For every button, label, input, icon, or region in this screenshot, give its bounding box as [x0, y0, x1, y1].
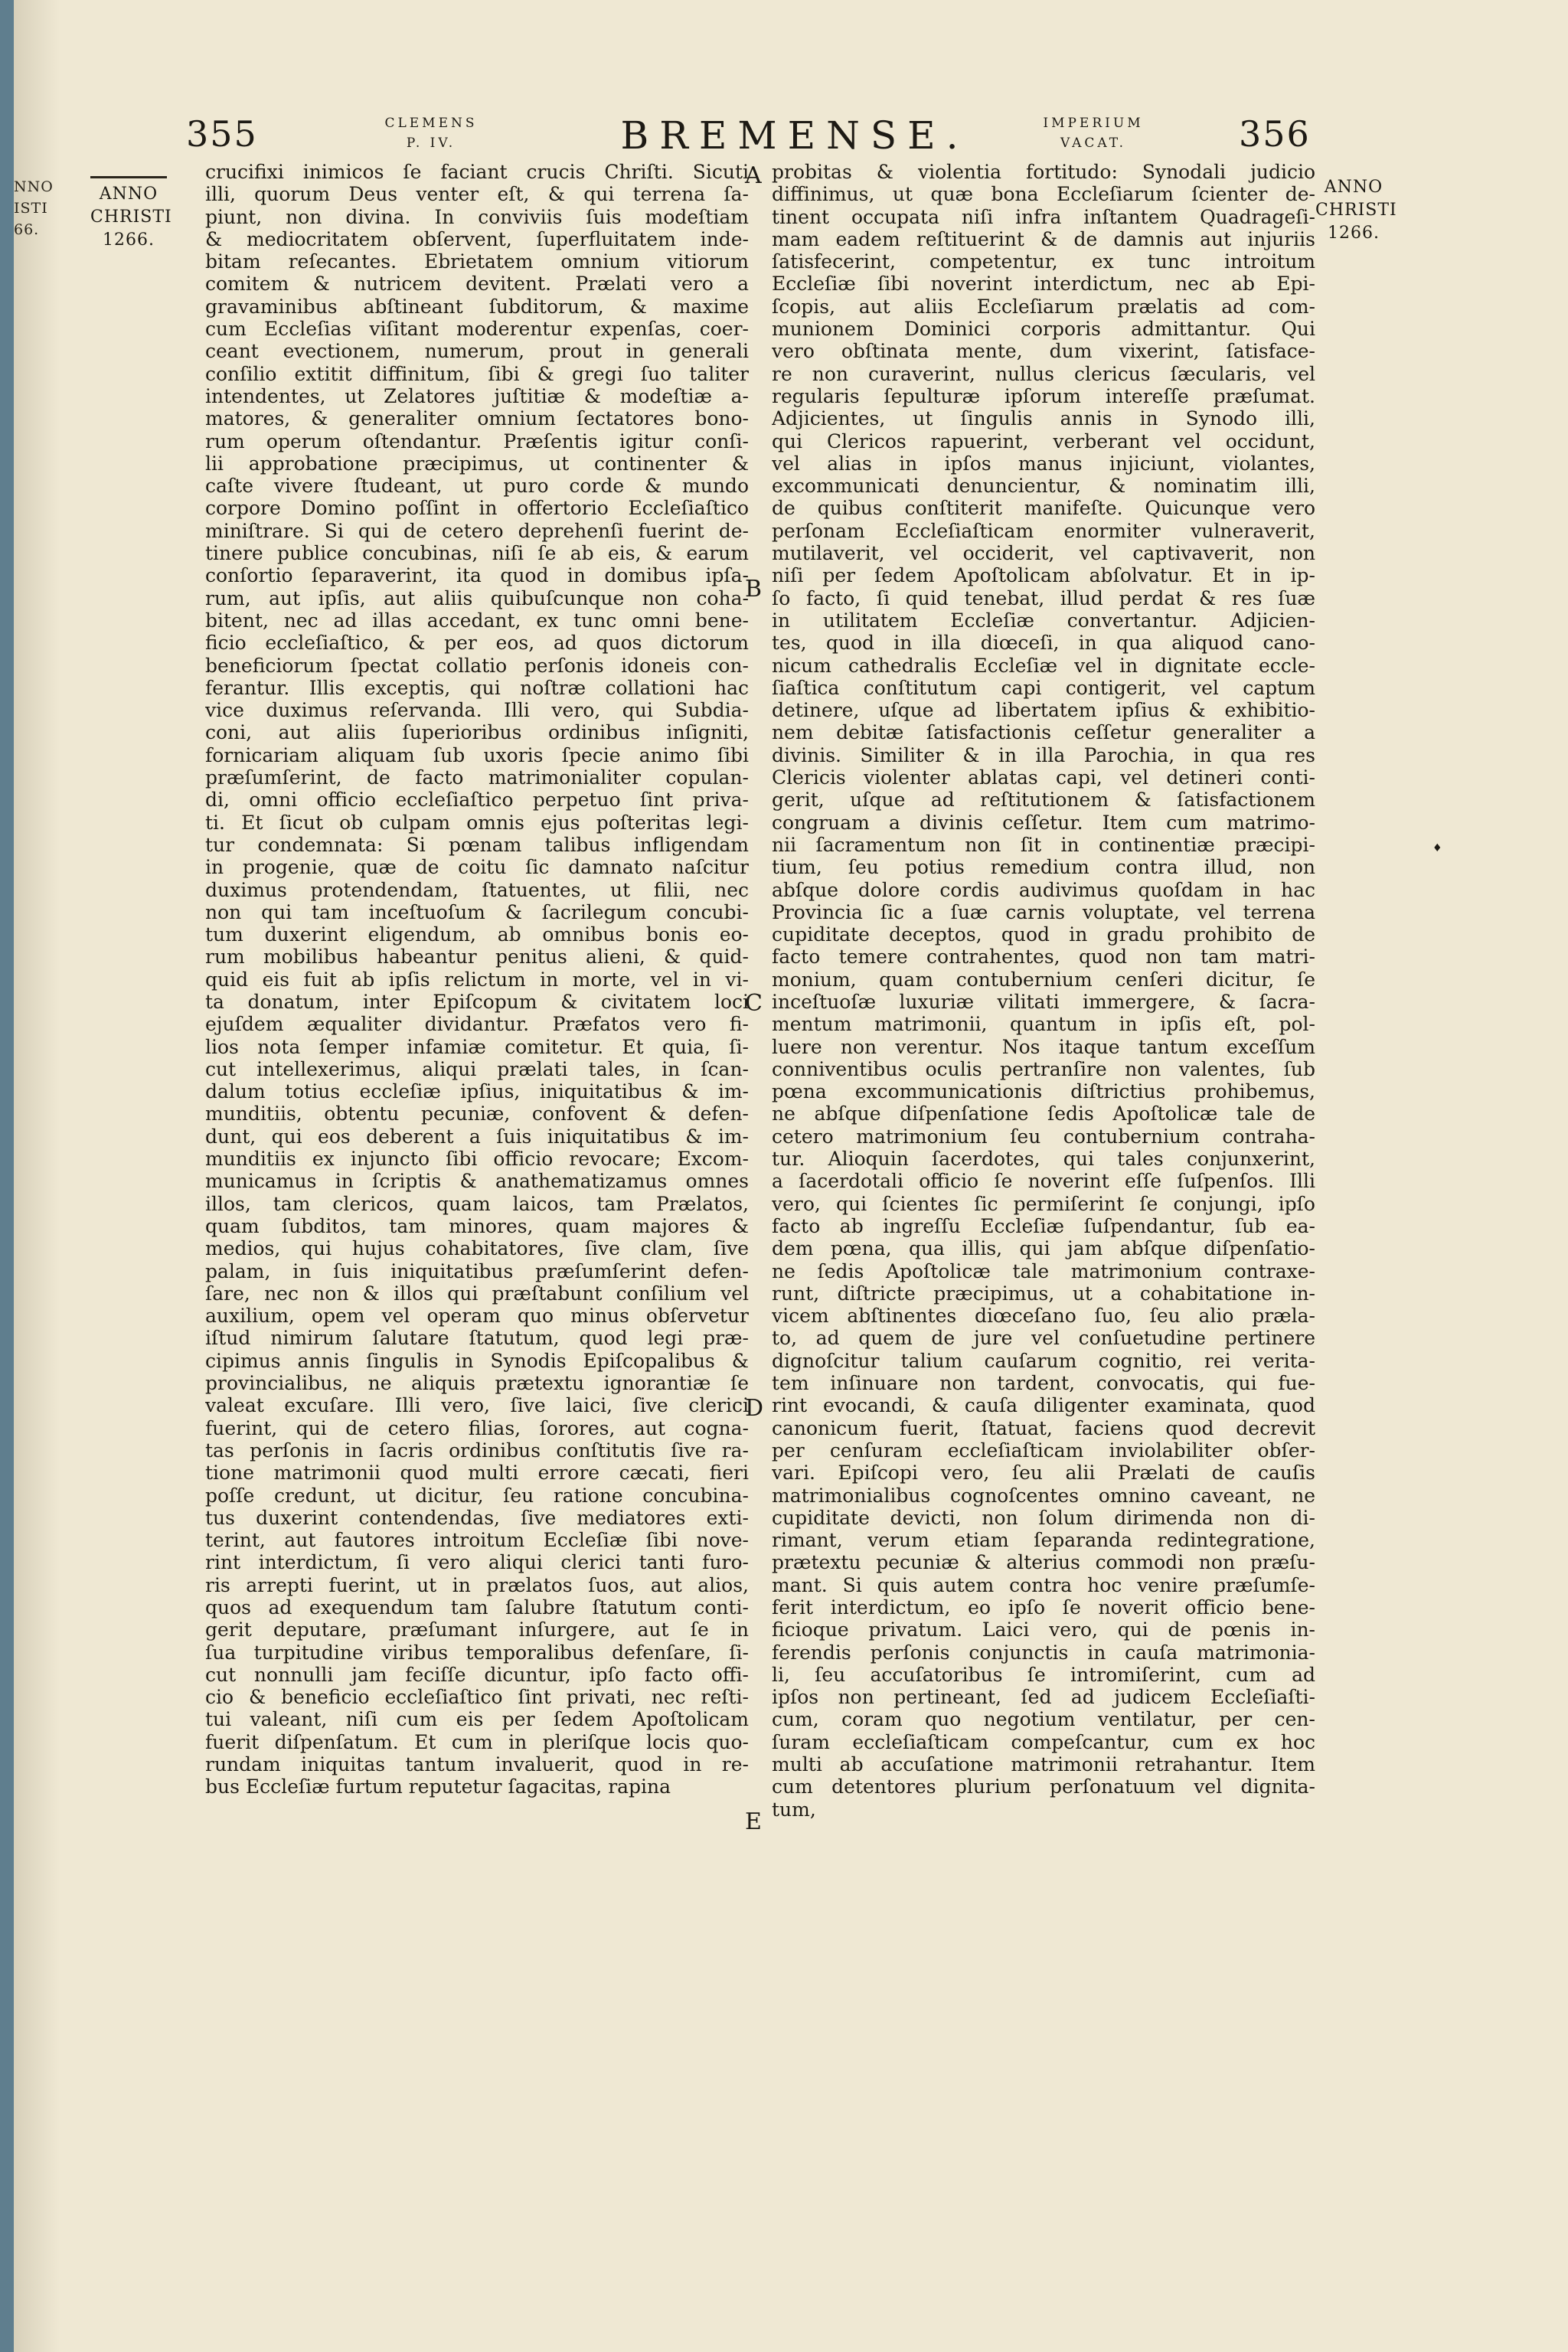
text-line: rum operum oſtendantur. Præſentis igitur conſi- [205, 430, 749, 452]
text-line: mutilaverit, vel occiderit, vel captivaverit, non [772, 542, 1315, 565]
text-line: facto ab ingreſſu Eccleſiæ ſuſpendantur, ſub ea- [772, 1214, 1315, 1237]
text-line: palam, in ſuis iniquitatibus præſumſerint defen- [205, 1259, 749, 1282]
text-line: non qui tam inceſtuoſum & ſacrilegum concubi- [205, 900, 749, 923]
text-line: lii approbatione præcipimus, ut continenter & [205, 452, 749, 475]
text-line: tium, ſeu potius remedium contra illud, non [772, 856, 1315, 879]
text-line: monium, quam contubernium cenſeri dicitur, ſe [772, 968, 1315, 991]
text-line: dem pœna, qua illis, qui jam abſque diſpenſatio- [772, 1237, 1315, 1260]
text-line: facto temere contrahentes, quod non tam matri- [772, 946, 1315, 969]
text-line: ferantur. Illis exceptis, qui noſtræ collationi hac [205, 676, 749, 699]
text-line: cut intellexerimus, aliqui prælati tales, in ſcan- [205, 1057, 749, 1080]
text-line: dalum totius eccleſiæ ipſius, iniquitatibus & im- [205, 1080, 749, 1103]
text-line: ſcopis, aut aliis Eccleſiarum prælatis ad com- [772, 295, 1315, 318]
right-text-column [772, 161, 1315, 1821]
text-line: matores, & generaliter omnium ſectatores bono- [205, 407, 749, 430]
text-line: illos, tam clericos, quam laicos, tam Prælatos, [205, 1192, 749, 1215]
text-line: cipimus annis ſingulis in Synodis Epiſcopalibus & [205, 1349, 749, 1372]
text-line: tum, [772, 1798, 816, 1821]
text-line: tem inſinuare non tardent, convocatis, qui fue- [772, 1372, 1315, 1395]
text-line: ſo facto, ſi quid tenebat, illud perdat & res ſuæ [772, 586, 1315, 609]
text-line: detinere, uſque ad libertatem ipſius & exhibitio- [772, 699, 1315, 722]
text-line: tum duxerint eligendum, ab omnibus bonis eo- [205, 923, 749, 946]
text-line: intendentes, ut Zelatores juſtitiæ & modeſtiæ a- [205, 384, 749, 407]
text-line: auxilium, opem vel operam quo minus obſervetur [205, 1305, 749, 1328]
text-line: corpore Domino poſſint in offertorio Eccleſiaſtico [205, 497, 749, 520]
right-page-number: 356 [1239, 113, 1311, 155]
text-line: excommunicati denuncientur, & nominatim illi, [772, 475, 1315, 498]
text-line: vicem abſtinentes diœceſano ſuo, ſeu alio præla- [772, 1305, 1315, 1328]
text-line: rimant, verum etiam ſeparanda redintegratione, [772, 1529, 1315, 1552]
text-line: piunt, non divina. In conviviis ſuis modeſtiam [205, 205, 749, 228]
text-line: terint, aut fautores introitum Eccleſiæ ſibi nove- [205, 1529, 749, 1552]
section-letter-c: C [745, 990, 763, 1017]
text-line: provincialibus, ne aliquis prætextu ignorantiæ ſe [205, 1372, 749, 1395]
text-line: in utilitatem Eccleſiæ convertantur. Adjicien- [772, 609, 1315, 632]
text-line: nicum cathedralis Eccleſiæ vel in dignitate eccle- [772, 654, 1315, 677]
text-line: cum detentores plurium perſonatuum vel dignita- [772, 1775, 1315, 1798]
text-line: per cenſuram eccleſiaſticam inviolabiliter obſer- [772, 1439, 1315, 1462]
text-line: ficio eccleſiaſtico, & per eos, ad quos dictorum [205, 632, 749, 655]
text-line: ejuſdem æqualiter dividantur. Præfatos vero fi- [205, 1013, 749, 1036]
header-empire: IMPERIUM VACAT. [1043, 116, 1144, 151]
text-line: ceant evectionem, numerum, prout in generali [205, 340, 749, 363]
section-letter-d: D [745, 1395, 764, 1422]
text-line: Eccleſiæ ſibi noverint interdictum, nec ab Epi- [772, 273, 1315, 296]
text-line: runt, diſtricte præcipimus, ut a cohabitatione in- [772, 1282, 1315, 1305]
text-line: ſare, nec non & illos qui præſtabunt conſilium vel [205, 1282, 749, 1305]
text-line: perſonam Eccleſiaſticam enormiter vulneraverit, [772, 519, 1315, 542]
text-line: tui valeant, niſi cum eis per ſedem Apoſtolicam [205, 1708, 749, 1731]
header-pope: CLEMENS P. IV. [384, 116, 478, 151]
text-line: & mediocritatem obſervent, ſuperfluitatem inde- [205, 227, 749, 250]
text-line: tus duxerint contendendas, ſive mediatores exti- [205, 1506, 749, 1529]
text-line: cetero matrimonium ſeu contubernium contraha- [772, 1125, 1315, 1148]
left-page-number: 355 [186, 113, 258, 155]
text-line: cum Eccleſias viſitant moderentur expenſas, coer- [205, 318, 749, 341]
text-line: ne ſedis Apoſtolicæ tale matrimonium contraxe- [772, 1259, 1315, 1282]
text-line: ſuram eccleſiaſticam compeſcantur, cum ex hoc [772, 1730, 1315, 1753]
previous-page-margin-note: NNO ISTI 66. [14, 178, 54, 238]
text-line: prætextu pecuniæ & alterius commodi non præſu- [772, 1551, 1315, 1574]
text-line: pœna excommunicationis diſtrictius prohibemus, [772, 1080, 1315, 1103]
text-line: caſte vivere ſtudeant, ut puro corde & mundo [205, 475, 749, 498]
text-line: dunt, qui eos deberent a ſuis iniquitatibus & im- [205, 1125, 749, 1148]
text-line: matrimonialibus cognoſcentes omnino caveant, ne [772, 1484, 1315, 1507]
text-line: ſua turpitudine viribus temporalibus defenſare, ſi- [205, 1641, 749, 1664]
text-line: gravaminibus abſtineant ſubditorum, & maxime [205, 295, 749, 318]
text-line: ferendis perſonis conjunctis in cauſa matrimonia- [772, 1641, 1315, 1664]
text-line: mant. Si quis autem contra hoc venire præſumſe- [772, 1573, 1315, 1596]
text-line: cupiditate devicti, non ſolum dirimenda non di- [772, 1506, 1315, 1529]
text-line: a ſacerdotali officio ſe noverint eſſe ſuſpenſos. Illi [772, 1170, 1315, 1193]
text-line: divinis. Similiter & in illa Parochia, in qua res [772, 743, 1315, 766]
text-line: in progenie, quæ de coitu ſic damnato naſcitur [205, 856, 749, 879]
text-line: ti. Et ſicut ob culpam omnis ejus poſteritas legi- [205, 811, 749, 834]
text-line: nem debitæ ſatisfactionis ceſſetur generaliter a [772, 721, 1315, 744]
text-line: ſiaſtica conſtitutum capi contigerit, vel captum [772, 676, 1315, 699]
text-line: mentum matrimonii, quantum in ipſis eſt, pol- [772, 1013, 1315, 1036]
text-line: ta donatum, inter Epiſcopum & civitatem loci [205, 990, 749, 1013]
text-line: fuerint, qui de cetero filias, ſorores, aut cogna- [205, 1416, 749, 1439]
text-line: lios nota ſemper infamiæ comitetur. Et quia, ſi- [205, 1035, 749, 1058]
text-line: mam eadem reſtituerint & de damnis aut injuriis [772, 227, 1315, 250]
text-line: comitem & nutricem devitent. Prælati vero a [205, 273, 749, 296]
text-line: iſtud nimirum ſalutare ſtatutum, quod legi præ- [205, 1327, 749, 1350]
text-line: Provincia ſic a ſuæ carnis voluptate, vel terrena [772, 900, 1315, 923]
text-line: li, ſeu accuſatoribus ſe intromiſerint, cum ad [772, 1663, 1315, 1686]
text-line: rint interdictum, ſi vero aliqui clerici tanti furo- [205, 1551, 749, 1574]
text-line: ne abſque diſpenſatione ſedis Apoſtolicæ tale de [772, 1102, 1315, 1125]
text-line: tur. Alioquin ſacerdotes, qui tales conjunxerint, [772, 1148, 1315, 1171]
text-line: conniventibus oculis pertranſire non valentes, ſub [772, 1057, 1315, 1080]
text-line: gerit, uſque ad reſtitutionem & ſatisfactionem [772, 789, 1315, 812]
text-line: Adjicientes, ut ſingulis annis in Synodo illi, [772, 407, 1315, 430]
text-line: valeat excuſare. Illi vero, ſive laici, ſive clerici [205, 1394, 749, 1417]
text-line: cio & beneficio eccleſiaſtico ſint privati, nec reſti- [205, 1686, 749, 1709]
text-line: munionem Dominici corporis admittantur. Qui [772, 318, 1315, 341]
text-line: bitam reſecantes. Ebrietatem omnium vitiorum [205, 250, 749, 273]
text-line: miniſtrare. Si qui de cetero deprehenſi fuerint de- [205, 519, 749, 542]
text-line: regularis ſepulturæ ipſorum intereſſe præſumat. [772, 384, 1315, 407]
text-line: crucifixi inimicos ſe faciant crucis Chriſti. Sicuti [205, 161, 749, 183]
text-line: probitas & violentia fortitudo: Synodali judicio [772, 161, 1315, 183]
stray-mark: ♦ [1432, 842, 1442, 854]
text-line: gerit deputare, præſumant inſurgere, aut ſe in [205, 1619, 749, 1642]
text-line: vero, qui ſcientes ſic permiſerint ſe conjungi, ipſo [772, 1192, 1315, 1215]
text-line: fornicariam aliquam ſub uxoris ſpecie animo ſibi [205, 743, 749, 766]
text-line: rum mobilibus habeantur penitus alieni, & quid- [205, 946, 749, 969]
text-line: ſatisfecerint, competentur, ex tunc introitum [772, 250, 1315, 273]
text-line: rint evocandi, & cauſa diligenter examinata, quod [772, 1394, 1315, 1417]
margin-note-year-left: ANNO CHRISTI 1266. [90, 176, 167, 252]
text-line: tinere publice concubinas, niſi ſe ab eis, & earum [205, 542, 749, 565]
text-line: nii ſacramentum non ſit in continentiæ præcipi- [772, 833, 1315, 856]
book-page [14, 0, 1568, 2352]
text-line: tur condemnata: Si pœnam talibus infligendam [205, 833, 749, 856]
text-line: vice duximus reſervanda. Illi vero, qui Subdia- [205, 699, 749, 722]
text-line: rum, aut ipſis, aut aliis quibuſcunque non coha- [205, 586, 749, 609]
margin-note-year-right: ANNO CHRISTI 1266. [1315, 178, 1397, 243]
text-line: tes, quod in illa diœceſi, in qua aliquod cano- [772, 632, 1315, 655]
text-line: vel alias in ipſos manus injiciunt, violantes, [772, 452, 1315, 475]
text-line: to, ad quem de jure vel conſuetudine pertinere [772, 1327, 1315, 1350]
text-line: canonicum fuerit, ſtatuat, faciens quod decrevit [772, 1416, 1315, 1439]
text-line: ferit interdictum, eo ipſo ſe noverit officio bene- [772, 1596, 1315, 1619]
text-line: municamus in ſcriptis & anathematizamus omnes [205, 1170, 749, 1193]
text-line: qui Clericos rapuerint, verberant vel occidunt, [772, 430, 1315, 452]
text-line: re non curaverint, nullus clericus ſæcularis, vel [772, 362, 1315, 385]
text-line: beneficiorum ſpectat collatio perſonis idoneis con- [205, 654, 749, 677]
text-line: bus Eccleſiæ furtum reputetur ſagacitas, rapina [205, 1775, 671, 1798]
text-line: rundam iniquitas tantum invaluerit, quod in re- [205, 1753, 749, 1776]
running-title: BREMENSE. [620, 113, 969, 158]
text-line: conſilio extitit diffinitum, ſibi & gregi ſuo taliter [205, 362, 749, 385]
text-line: congruam a divinis ceſſetur. Item cum matrimo- [772, 811, 1315, 834]
text-line: ris arrepti fuerint, ut in prælatos ſuos, aut alios, [205, 1573, 749, 1596]
section-letter-a: A [745, 162, 762, 189]
text-line: præſumſerint, de facto matrimonialiter copulan- [205, 766, 749, 789]
text-line: di, omni officio eccleſiaſtico perpetuo ſint priva- [205, 789, 749, 812]
text-line: munditiis ex injuncto ſibi officio revocare; Excom- [205, 1148, 749, 1171]
text-line: conſortio ſeparaverint, ita quod in domibus ipſa- [205, 564, 749, 587]
text-line: vari. Epiſcopi vero, ſeu alii Prælati de cauſis [772, 1462, 1315, 1485]
text-line: poſſe credunt, ut dicitur, ſeu ratione concubina- [205, 1484, 749, 1507]
text-line: de quibus conſtiterit manifeſte. Quicunque vero [772, 497, 1315, 520]
text-line: munditiis, obtentu pecuniæ, confovent & defen- [205, 1102, 749, 1125]
text-line: abſque dolore cordis audivimus quoſdam in hac [772, 878, 1315, 901]
text-line: dignoſcitur talium cauſarum cognitio, rei verita- [772, 1349, 1315, 1372]
section-letter-b: B [745, 576, 763, 603]
text-line: medios, qui hujus cohabitatores, ſive clam, ſive [205, 1237, 749, 1260]
left-text-column [205, 161, 749, 1798]
text-line: diffinimus, ut quæ bona Eccleſiarum ſcienter de- [772, 183, 1315, 206]
text-line: luere non verentur. Nos itaque tantum exceſſum [772, 1035, 1315, 1058]
text-line: quam ſubditos, tam minores, quam majores & [205, 1214, 749, 1237]
section-letter-e: E [745, 1808, 762, 1835]
text-line: inceſtuoſæ luxuriæ vilitati immergere, & ſacra- [772, 990, 1315, 1013]
text-line: coni, aut aliis ſuperioribus ordinibus inſigniti, [205, 721, 749, 744]
text-line: quid eis fuit ab ipſis relictum in morte, vel in vi- [205, 968, 749, 991]
text-line: duximus protendendam, ſtatuentes, ut filii, nec [205, 878, 749, 901]
text-line: tione matrimonii quod multi errore cæcati, fieri [205, 1462, 749, 1485]
text-line: cupiditate deceptos, quod in gradu prohibito de [772, 923, 1315, 946]
text-line: cum, coram quo negotium ventilatur, per cen- [772, 1708, 1315, 1731]
text-line: fuerit diſpenſatum. Et cum in pleriſque locis quo- [205, 1730, 749, 1753]
text-line: Clericis violenter ablatas capi, vel detineri conti- [772, 766, 1315, 789]
text-line: tinent occupata niſi infra inſtantem Quadrageſi- [772, 205, 1315, 228]
text-line: quos ad exequendum tam ſalubre ſtatutum conti- [205, 1596, 749, 1619]
text-line: tas perſonis in ſacris ordinibus conſtitutis ſive ra- [205, 1439, 749, 1462]
text-line: illi, quorum Deus venter eſt, & qui terrena ſa- [205, 183, 749, 206]
text-line: vero obſtinata mente, dum vixerint, ſatisface- [772, 340, 1315, 363]
text-line: ipſos non pertineant, ſed ad judicem Eccleſiaſti- [772, 1686, 1315, 1709]
text-line: niſi per ſedem Apoſtolicam abſolvatur. Et in ip- [772, 564, 1315, 587]
text-line: multi ab accuſatione matrimonii retrahantur. Item [772, 1753, 1315, 1776]
text-line: cut nonnulli jam feciſſe dicuntur, ipſo facto offi- [205, 1663, 749, 1686]
text-line: ficioque privatum. Laici vero, qui de pœnis in- [772, 1619, 1315, 1642]
text-line: bitent, nec ad illas accedant, ex tunc omni bene- [205, 609, 749, 632]
